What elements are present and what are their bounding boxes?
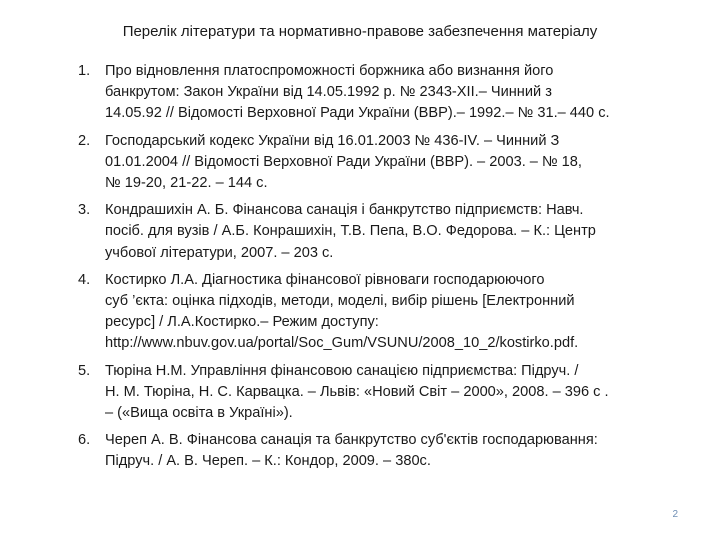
reference-number: 5. (78, 362, 91, 379)
reference-item-1 (78, 61, 698, 125)
reference-number: 1. (78, 63, 91, 79)
reference-item-3 (78, 200, 698, 264)
reference-text: Про відновлення платоспроможності боржника або визнання його банкрутом: Закон України від 14.05.1992 р. № 2343-XII.– Чинний з 14.05.92 // Відомості Верховної Ради України (ВВР).– 1992.– № 31.– 440 с. (105, 63, 610, 122)
reference-number: 3. (78, 202, 91, 219)
reference-item-2 (78, 131, 698, 195)
reference-text: Тюріна Н.М. Управління фінансовою санацією підприємства: Підруч. / Н. М. Тюріна, Н. С. Карвацка. – Львів: «Новий Світ – 2000», 2008. – 396 с . – («Вища освіта в Україні»). (105, 362, 609, 422)
reference-text: Череп А. В. Фінансова санація та банкрутство суб'єктів господарювання: Підруч. / А. В. Череп. – К.: Кондор, 2009. – 380с. (105, 432, 598, 470)
reference-list (78, 61, 698, 479)
reference-text: Костирко Л.А. Діагностика фінансової рівноваги господарюючого суб ’єкта: оцінка підходів, методи, моделі, вибір рішень [Електронний ресурс] / Л.А.Костирко.– Режим доступу: http://www.nbuv.gov.ua/portal/Soc_Gum/VSUNU/2008_10_2/kostirko.pdf. (105, 271, 579, 352)
reference-item-6 (78, 430, 698, 472)
reference-text: Кондрашихін А. Б. Фінансова санація і банкрутство підприємств: Навч. посіб. для вузів / А.Б. Конрашихін, Т.В. Пепа, В.О. Федорова. – К.: Центр учбової літератури, 2007. – 203 с. (105, 202, 596, 261)
slide-title: Перелік літератури та нормативно-правове забезпечення матеріалу (122, 23, 598, 40)
reference-number: 4. (78, 271, 91, 288)
reference-item-5 (78, 361, 698, 425)
reference-item-4 (78, 270, 698, 355)
reference-number: 6. (78, 432, 91, 449)
page-number: 2 (672, 509, 678, 520)
reference-text: Господарський кодекс України від 16.01.2003 № 436-IV. – Чинний З 01.01.2004 // Відомості Верховної Ради України (ВВР). – 2003. – № 18, № 19-20, 21-22. – 144 с. (105, 132, 582, 192)
reference-number: 2. (78, 132, 91, 149)
